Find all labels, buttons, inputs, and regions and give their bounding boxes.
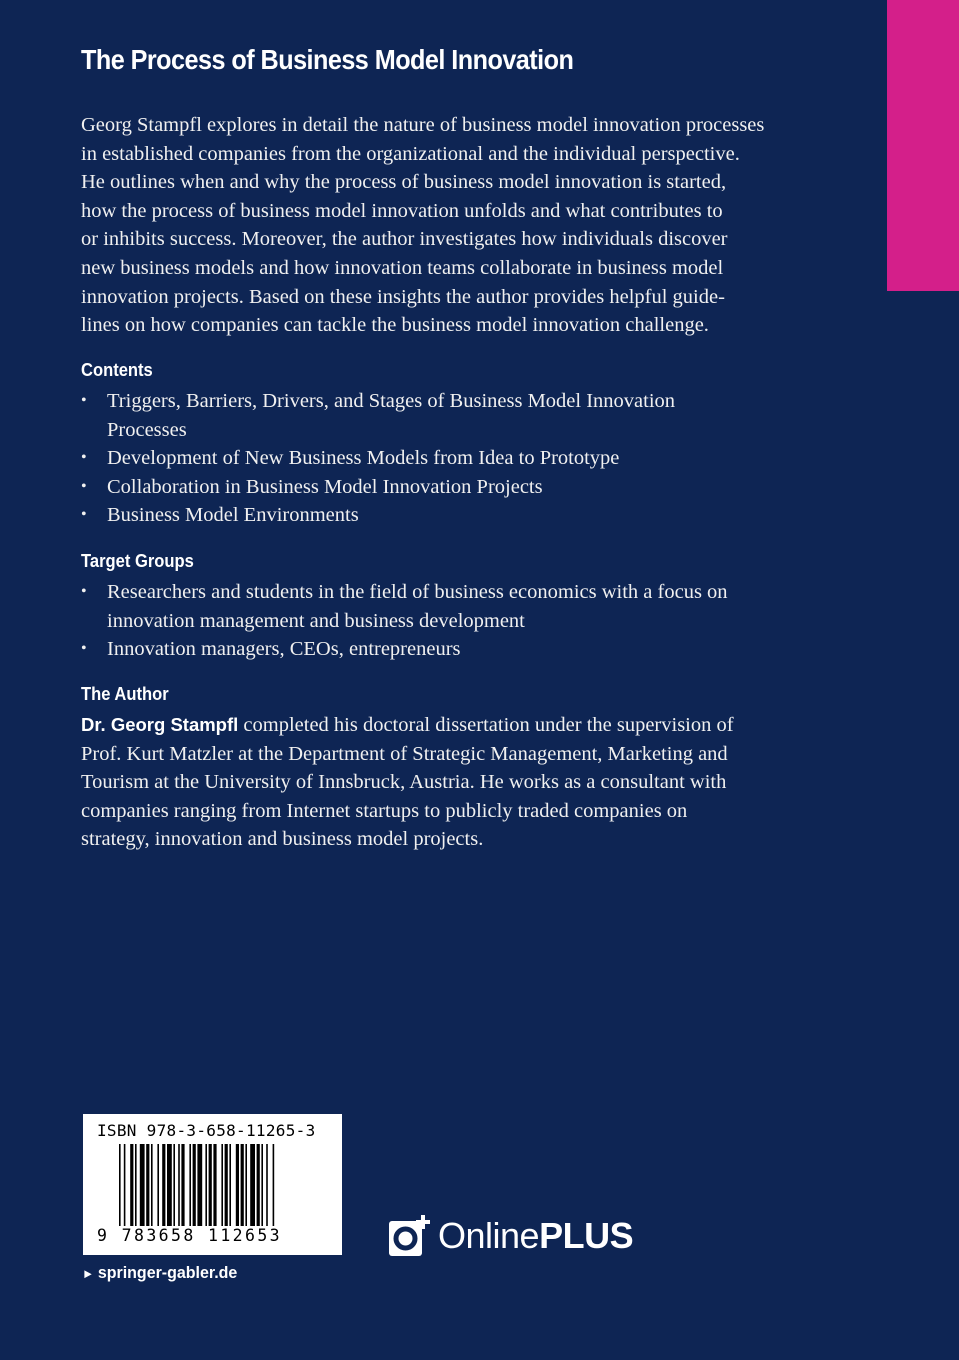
author-bio-line: Tourism at the University of Innsbruck, Austria. He works as a consultant with (81, 771, 727, 794)
blurb-paragraph (81, 111, 794, 340)
blurb-line: new business models and how innovation teams collaborate in business model (81, 256, 724, 279)
target-group-text: Researchers and students in the field of business economics with a focus on innovation management and business development (107, 581, 728, 632)
barcode-bar (209, 1144, 212, 1226)
contents-item-text: Development of New Business Models from Idea to Prototype (107, 447, 620, 470)
contents-item-text: Triggers, Barriers, Drivers, and Stages of Business Model Innovation Processes (107, 390, 676, 441)
barcode-bar (162, 1144, 165, 1226)
contents-item-text: Collaboration in Business Model Innovation Projects (107, 475, 543, 498)
blurb-line: or inhibits success. Moreover, the author investigates how individuals discover (81, 228, 728, 251)
barcode-bar (213, 1144, 216, 1226)
list-item (81, 501, 794, 530)
author-bio-line-text: completed his doctoral dissertation under the supervision of (238, 714, 734, 736)
barcode-bar (221, 1144, 223, 1226)
barcode-bar (124, 1144, 126, 1226)
barcode-digits: 9 783658 112653 (97, 1226, 283, 1245)
author-bio-line: Prof. Kurt Matzler at the Department of Strategic Management, Marketing and (81, 742, 728, 765)
list-item (81, 387, 794, 444)
plus-word: PLUS (539, 1215, 634, 1256)
blurb-line: how the process of business model innovation unfolds and what contributes to (81, 199, 723, 222)
list-item (81, 444, 794, 473)
barcode-bar (245, 1144, 247, 1226)
isbn-barcode (83, 1114, 342, 1255)
barcode-bar (157, 1144, 159, 1226)
blurb-line: in established companies from the organizational and the individual perspective. (81, 142, 740, 165)
online-plus-wordmark (438, 1214, 633, 1258)
barcode-bar (140, 1144, 145, 1226)
author-bio (81, 711, 794, 854)
barcode-bar (146, 1144, 149, 1226)
contents-item-text: Business Model Environments (107, 504, 359, 527)
contents-list (81, 387, 794, 530)
barcode-bar (135, 1144, 137, 1226)
list-item (81, 635, 794, 664)
barcode-bar (205, 1144, 207, 1226)
barcode-bar (189, 1144, 191, 1226)
barcode-bar (173, 1144, 175, 1226)
author-bio-line: strategy, innovation and business model projects. (81, 828, 484, 851)
blurb-line: lines on how companies can tackle the business model innovation challenge. (81, 314, 709, 337)
list-item (81, 578, 794, 635)
barcode-bar (119, 1144, 121, 1226)
book-title: The Process of Business Model Innovation (81, 44, 574, 75)
online-word: Online (438, 1215, 540, 1256)
barcode-bar (261, 1144, 263, 1226)
barcode-bar (181, 1144, 184, 1226)
barcode-bar (130, 1144, 133, 1226)
online-plus-icon (388, 1214, 432, 1258)
barcode-bar (225, 1144, 228, 1226)
play-arrow-icon: ► (82, 1266, 95, 1281)
barcode-bar (236, 1144, 239, 1226)
target-group-text: Innovation managers, CEOs, entrepreneurs (107, 638, 461, 661)
blurb-line: He outlines when and why the process of business model innovation is started, (81, 171, 727, 194)
accent-color-tab (887, 0, 959, 291)
author-name: Dr. Georg Stampfl (81, 714, 239, 735)
barcode-bar (250, 1144, 255, 1226)
blurb-line: Georg Stampfl explores in detail the nature of business model innovation processes (81, 114, 765, 136)
barcode-bar (266, 1144, 268, 1226)
blurb-line: innovation projects. Based on these insights the author provides helpful guide- (81, 285, 725, 308)
publisher-website-link[interactable] (82, 1263, 237, 1283)
barcode-bar (193, 1144, 196, 1226)
list-item (81, 473, 794, 502)
author-bio-line: companies ranging from Internet startups to publicly traded companies on (81, 799, 688, 822)
barcode-bar (257, 1144, 260, 1226)
target-groups-list (81, 578, 794, 664)
isbn-label: ISBN 978-3-658-11265-3 (97, 1121, 316, 1140)
barcode-bar (241, 1144, 244, 1226)
online-plus-logo (388, 1214, 633, 1258)
barcode-bar (178, 1144, 180, 1226)
author-bio-line (81, 711, 794, 740)
barcode-bar (151, 1144, 153, 1226)
barcode-bar (197, 1144, 202, 1226)
barcode-bar (273, 1144, 275, 1226)
barcode-bar (167, 1144, 172, 1226)
target-groups-heading: Target Groups (81, 551, 194, 571)
website-text: springer-gabler.de (97, 1263, 238, 1282)
barcode-bar (229, 1144, 231, 1226)
contents-heading: Contents (81, 360, 153, 380)
author-heading: The Author (81, 684, 169, 704)
